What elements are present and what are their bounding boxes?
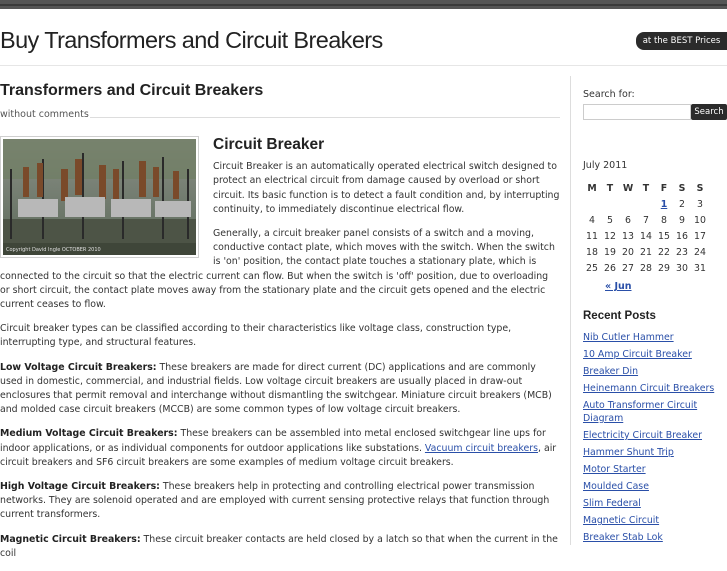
recent-post-link[interactable]: Magnetic Circuit [583,515,660,526]
paragraph-panel: Generally, a circuit breaker panel consists of a switch and a moving, conductive contact plate, which moves with the switch. When the switch is 'on' position, the contact plate touches a stationary plate, which is connected to the circuit so that the electric current can flow. But when the switch is 'off' position, due to overloading or short circuit, the contact plate moves away from the stationary plate and the circuit gets opened and the electric current ceases to flow. [0,228,555,311]
search-label: Search for: [583,89,635,100]
calendar-weekday: T [606,182,614,194]
recent-post-link[interactable]: Slim Federal [583,498,641,509]
recent-post-link[interactable]: Breaker Din [583,366,639,377]
calendar-day: 25 [586,262,598,274]
calendar-day: 9 [679,214,685,226]
calendar-day-cell [655,196,673,212]
list-item [583,480,727,493]
top-bar-stripe [0,4,727,6]
calendar-day: 15 [658,230,670,242]
recent-post-link[interactable]: 10 Amp Circuit Breaker [583,349,692,360]
medium-voltage-text: These breakers can be assembled into metal enclosed switchgear line ups for indoor applications, or as individual components for outdoor applications like substations. [0,428,546,454]
calendar-day: 18 [586,246,598,258]
calendar-day: 29 [658,262,670,274]
calendar-week [583,212,709,228]
calendar-week [583,244,709,260]
paragraph-magnetic [0,533,560,561]
list-item [583,514,727,527]
calendar-weekdays [583,180,709,196]
calendar-day: 28 [640,262,652,274]
photo-caption: Copyright David Ingle OCTOBER 2010 [6,247,101,253]
calendar-day: 11 [586,230,598,242]
section-heading: Circuit Breaker [213,136,325,153]
list-item [583,497,727,510]
list-item [583,531,727,544]
low-voltage-label: Low Voltage Circuit Breakers: [0,361,157,373]
site-title[interactable]: Buy Transformers and Circuit Breakers [0,27,383,53]
calendar-weekday: S [678,182,686,194]
recent-post-link[interactable]: Hammer Shunt Trip [583,447,674,458]
list-item [583,365,727,378]
calendar-day: 6 [625,214,631,226]
paragraph-types: Circuit breaker types can be classified according to their characteristics like voltage class, construction type, interrupting type, and structural features. [0,323,512,349]
calendar-body [583,196,709,276]
calendar-day: 14 [640,230,652,242]
calendar-week [583,260,709,276]
calendar-day: 20 [622,246,634,258]
calendar-day: 12 [604,230,616,242]
list-item [583,446,727,459]
calendar-day: 21 [640,246,652,258]
top-bar [0,0,727,9]
recent-post-link[interactable]: Heinemann Circuit Breakers [583,383,715,394]
list-item [583,399,727,425]
paragraph-intro: Circuit Breaker is an automatically operated electrical switch designed to protect an electrical circuit from damage caused by overload or short circuit. Its basic function is to detect a fault condition and, by interrupting continuity, to immediately discontinue electrical flow. [213,161,560,215]
calendar-weekday: W [622,182,634,194]
search-input[interactable] [583,104,691,120]
recent-posts-title: Recent Posts [583,310,656,322]
calendar-day: 24 [694,246,706,258]
calendar-caption: July 2011 [583,160,628,171]
calendar-day-link[interactable]: 1 [660,198,668,210]
calendar-day: 23 [676,246,688,258]
sidebar-divider [570,76,571,545]
substation-photo [3,139,196,255]
post-photo [0,136,199,258]
post-meta-row [0,108,560,122]
paragraph-high-voltage [0,480,560,523]
calendar-day [601,196,619,212]
calendar-day: 4 [589,214,595,226]
calendar-day: 8 [661,214,667,226]
calendar-day: 30 [676,262,688,274]
calendar-day: 17 [694,230,706,242]
calendar-day: 10 [694,214,706,226]
magnetic-label: Magnetic Circuit Breakers: [0,533,141,545]
medium-voltage-text-2: , air circuit breakers and SF6 circuit breakers are some examples of medium voltage circuit breakers. [0,442,557,468]
calendar [583,180,709,276]
calendar-day: 7 [643,214,649,226]
calendar-day: 5 [607,214,613,226]
recent-post-link[interactable]: Moulded Case [583,481,649,492]
calendar-day: 27 [622,262,634,274]
calendar-day: 2 [679,198,685,210]
calendar-weekday: F [660,182,668,194]
recent-post-link[interactable]: Electricity Circuit Breaker [583,430,703,441]
vacuum-breakers-link[interactable]: Vacuum circuit breakers [424,442,538,454]
calendar-day: 22 [658,246,670,258]
calendar-week [583,196,709,212]
paragraph-medium-voltage [0,427,560,470]
recent-post-link[interactable]: Motor Starter [583,464,646,475]
recent-post-link[interactable]: Nib Cutler Hammer [583,332,674,343]
high-voltage-label: High Voltage Circuit Breakers: [0,481,160,493]
calendar-weekday: T [642,182,650,194]
recent-post-link[interactable]: Auto Transformer Circuit Diagram [583,400,698,424]
list-item [583,348,727,361]
calendar-day: 13 [622,230,634,242]
post-title[interactable]: Transformers and Circuit Breakers [0,82,264,99]
post-body [0,134,560,571]
calendar-week [583,228,709,244]
calendar-weekday: S [696,182,704,194]
magnetic-text: These circuit breaker contacts are held closed by a latch so that when the current in the coil [0,533,558,559]
recent-post-link[interactable]: Breaker Stab Lok [583,532,663,543]
header-divider [0,65,727,66]
calendar-day [619,196,637,212]
calendar-day [583,196,601,212]
recent-posts-list [583,331,727,548]
calendar-day: 26 [604,262,616,274]
search-button[interactable]: Search [691,104,727,120]
list-item [583,382,727,395]
medium-voltage-label: Medium Voltage Circuit Breakers: [0,428,178,440]
calendar-day [637,196,655,212]
calendar-day: 16 [676,230,688,242]
calendar-day: 3 [697,198,703,210]
calendar-prev-month-link[interactable]: « Jun [605,281,632,292]
list-item [583,463,727,476]
tagline-badge: at the BEST Prices [636,32,727,50]
calendar-weekday: M [587,182,597,194]
calendar-day: 19 [604,246,616,258]
paragraph-low-voltage [0,361,560,418]
low-voltage-text: These breakers are made for direct current (DC) applications and are commonly used in domestic, commercial, and industrial fields. Low voltage circuit breakers are usually placed in draw-out enclosures that permit removal and interchange without dismantling the switchgear. Miniature circuit breakers (MCB) and molded case circuit breakers (MCCB) are some common types of low voltage circuit breakers. [0,361,552,416]
calendar-day: 31 [694,262,706,274]
list-item [583,331,727,344]
high-voltage-text: These breakers help in protecting and controlling electrical power transmission networks. They are solenoid operated and are employed with current sensing protective relays that function through current transformers. [0,481,550,521]
list-item [583,429,727,442]
post-meta: without comments [0,109,89,120]
meta-divider [90,117,560,118]
